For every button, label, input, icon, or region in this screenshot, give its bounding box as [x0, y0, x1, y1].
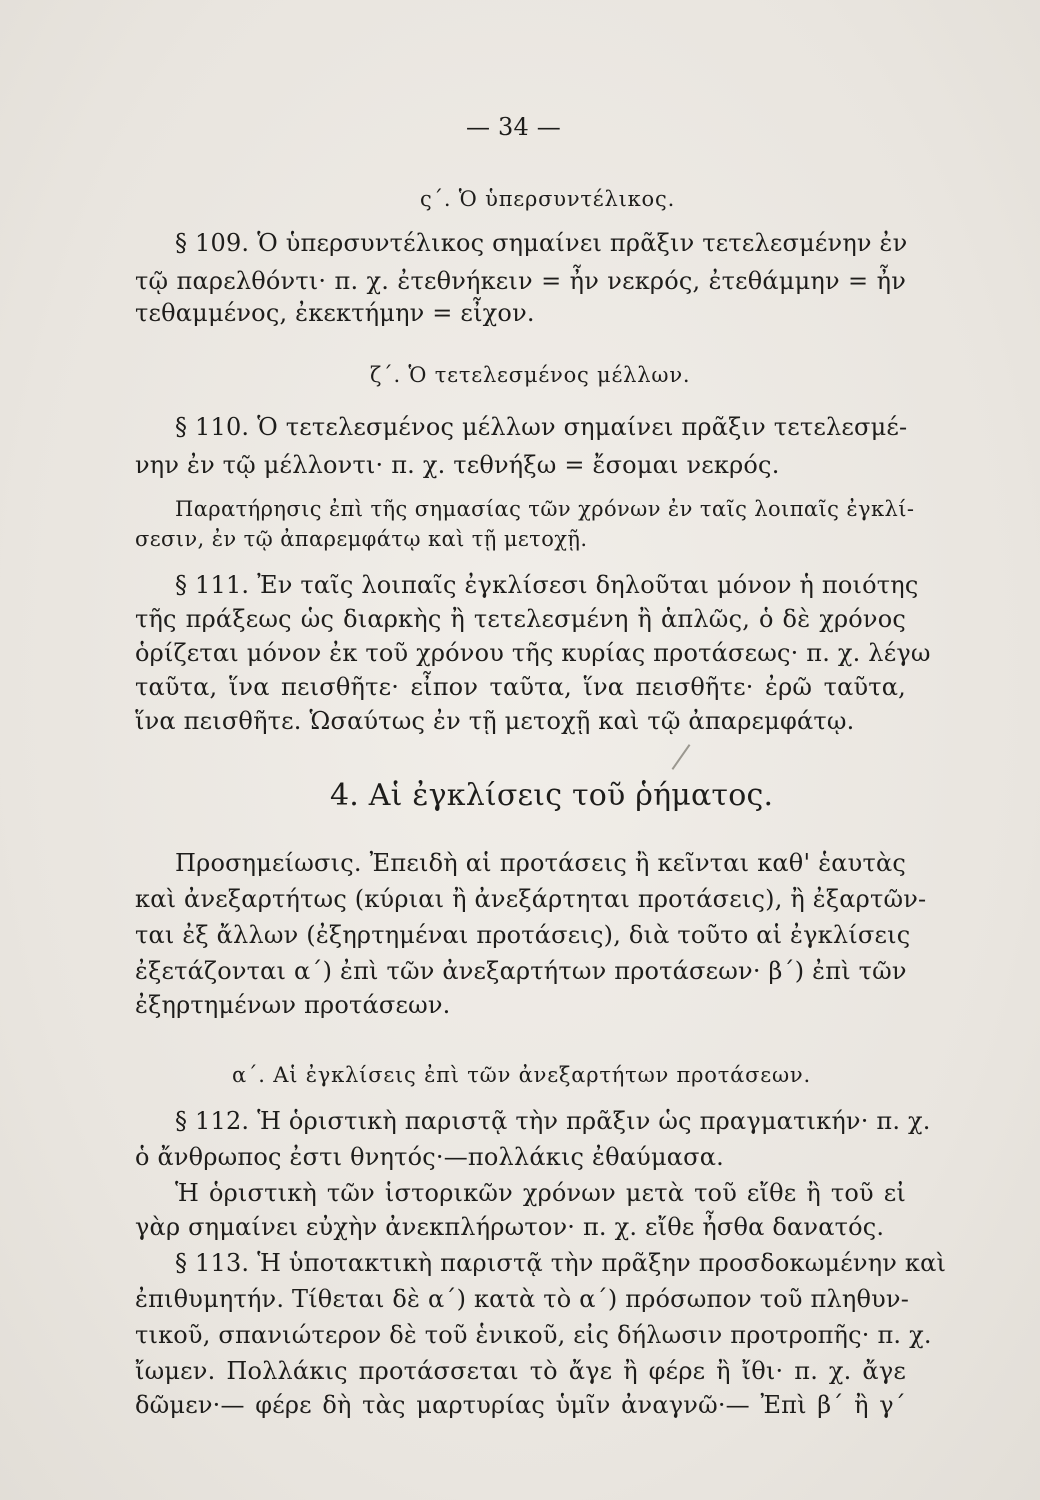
- paragraph-113-line-4: ἴωμεν. Πολλάκις προτάσσεται τὸ ἄγε ἢ φέρε ἢ ἴθι· π. χ. ἄγε: [135, 1357, 906, 1385]
- pencil-mark: [672, 744, 691, 770]
- paragraph-113-line-1: § 113. Ἡ ὑποτακτικὴ παριστᾷ τὴν πρᾶξην προσδοκωμένην καὶ: [175, 1249, 947, 1277]
- paragraph-112-line-1: § 112. Ἡ ὁριστικὴ παριστᾷ τὴν πρᾶξιν ὡς πραγματικήν· π. χ.: [175, 1107, 931, 1135]
- paragraph-112-line-3: Ἡ ὁριστικὴ τῶν ἱστορικῶν χρόνων μετὰ τοῦ εἴθε ἢ τοῦ εἰ: [175, 1179, 906, 1207]
- chapter-heading: 4. Αἱ ἐγκλίσεις τοῦ ῥήματος.: [330, 778, 774, 813]
- subsection-heading-independent-moods: α΄. Αἱ ἐγκλίσεις ἐπὶ τῶν ἀνεξαρτήτων προτάσεων.: [232, 1063, 811, 1087]
- paragraph-111-line-4: ταῦτα, ἵνα πεισθῆτε· εἶπον ταῦτα, ἵνα πεισθῆτε· ἐρῶ ταῦτα,: [135, 673, 906, 701]
- preliminary-note-line-2: καὶ ἀνεξαρτήτως (κύριαι ἢ ἀνεξάρτηται προτάσεις), ἢ ἐξαρτῶν-: [135, 885, 927, 913]
- page-number: — 34 —: [466, 113, 561, 141]
- preliminary-note-line-3: ται ἐξ ἄλλων (ἐξηρτημέναι προτάσεις), διὰ τοῦτο αἱ ἐγκλίσεις: [135, 921, 911, 949]
- paragraph-113-line-2: ἐπιθυμητήν. Τίθεται δὲ α΄) κατὰ τὸ α΄) πρόσωπον τοῦ πληθυν-: [135, 1285, 910, 1313]
- paragraph-113-line-5: δῶμεν·— φέρε δὴ τὰς μαρτυρίας ὑμῖν ἀναγνῶ·— Ἐπὶ β΄ ἢ γ΄: [135, 1391, 906, 1419]
- note-line-1: Παρατήρησις ἐπὶ τῆς σημασίας τῶν χρόνων ἐν ταῖς λοιπαῖς ἐγκλί-: [175, 497, 915, 521]
- paragraph-110-line-1: § 110. Ὁ τετελεσμένος μέλλων σημαίνει πρᾶξιν τετελεσμέ-: [175, 413, 908, 441]
- paragraph-111-line-5: ἵνα πεισθῆτε. Ὡσαύτως ἐν τῇ μετοχῇ καὶ τῷ ἀπαρεμφάτῳ.: [135, 707, 855, 735]
- preliminary-note-line-1: Προσημείωσις. Ἐπειδὴ αἱ προτάσεις ἢ κεῖνται καθ' ἑαυτὰς: [175, 849, 906, 877]
- section-heading-pluperfect: ς΄. Ὁ ὑπερσυντέλικος.: [420, 187, 676, 211]
- paragraph-110-line-2: νην ἐν τῷ μέλλοντι· π. χ. τεθνήξω = ἔσομαι νεκρός.: [135, 451, 780, 479]
- paragraph-112-line-2: ὁ ἄνθρωπος ἐστι θνητός·—πολλάκις ἐθαύμασα.: [135, 1143, 724, 1171]
- note-line-2: σεσιν, ἐν τῷ ἀπαρεμφάτῳ καὶ τῇ μετοχῇ.: [135, 527, 588, 551]
- preliminary-note-line-5: ἐξηρτημένων προτάσεων.: [135, 991, 451, 1019]
- section-heading-future-perfect: ζ΄. Ὁ τετελεσμένος μέλλων.: [370, 363, 691, 387]
- preliminary-note-line-4: ἐξετάζονται α΄) ἐπὶ τῶν ἀνεξαρτήτων προτάσεων· β΄) ἐπὶ τῶν: [135, 957, 907, 985]
- paragraph-111-line-1: § 111. Ἐν ταῖς λοιπαῖς ἐγκλίσεσι δηλοῦται μόνον ἡ ποιότης: [175, 571, 919, 599]
- paragraph-109-line-1: § 109. Ὁ ὑπερσυντέλικος σημαίνει πρᾶξιν τετελεσμένην ἐν: [175, 229, 908, 257]
- paragraph-113-line-3: τικοῦ, σπανιώτερον δὲ τοῦ ἑνικοῦ, εἰς δήλωσιν προτροπῆς· π. χ.: [135, 1321, 932, 1349]
- paragraph-109-line-3: τεθαμμένος, ἐκεκτήμην = εἶχον.: [135, 299, 535, 327]
- paragraph-111-line-2: τῆς πράξεως ὡς διαρκὴς ἢ τετελεσμένη ἢ ἁπλῶς, ὁ δὲ χρόνος: [135, 605, 906, 633]
- paragraph-111-line-3: ὁρίζεται μόνον ἐκ τοῦ χρόνου τῆς κυρίας προτάσεως· π. χ. λέγω: [135, 639, 931, 667]
- paragraph-112-line-4: γὰρ σημαίνει εὐχὴν ἀνεκπλήρωτον· π. χ. εἴθε ἦσθα δανατός.: [135, 1213, 885, 1241]
- paragraph-109-line-2: τῷ παρελθόντι· π. χ. ἐτεθνήκειν = ἦν νεκρός, ἐτεθάμμην = ἦν: [135, 267, 906, 295]
